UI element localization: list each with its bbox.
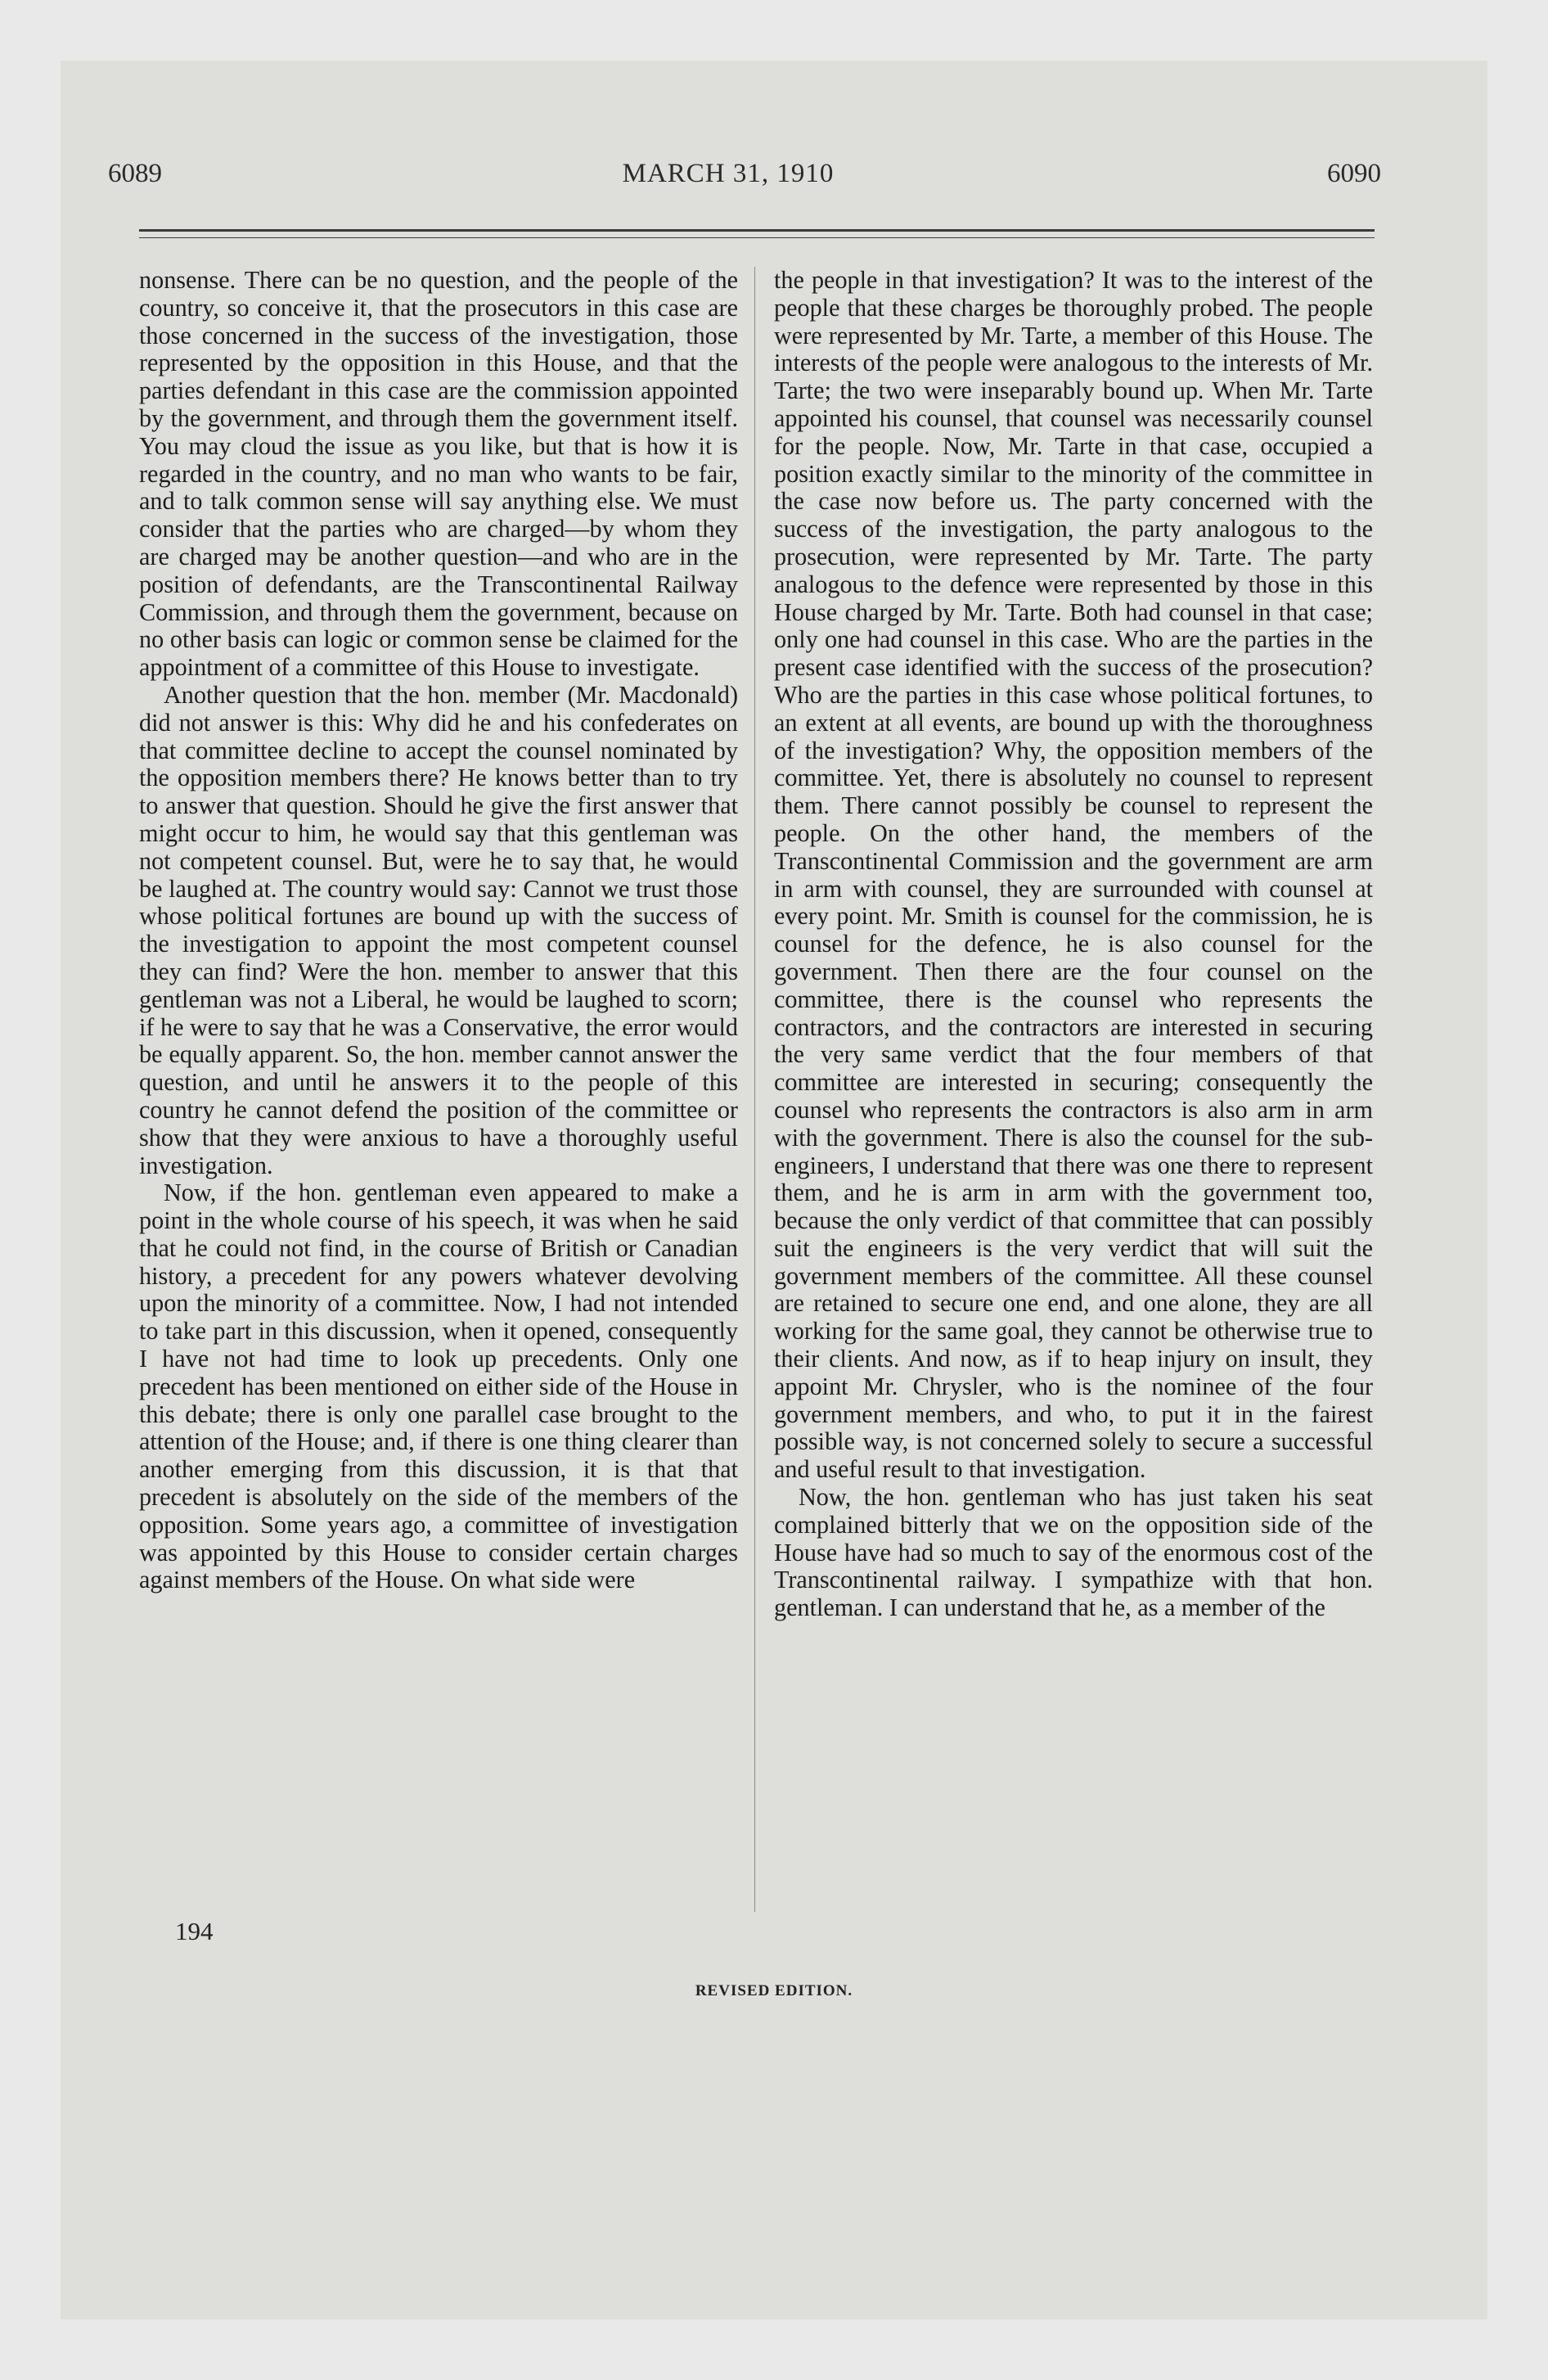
footer-edition: REVISED EDITION. — [695, 1982, 853, 1999]
header-date: MARCH 31, 1910 — [622, 159, 835, 188]
left-paragraph-1: nonsense. There can be no question, and the people of the country, so conceive it, that the prosecutors in this case are those concerned in the success of the investigation, those represented by the opposition in this House, and that the parties defendant in this case are the commission appointed by the government, and through them the government itself. You may cloud the issue as you like, but that is how it is regarded in the country, and no man who wants to be fair, and to talk common sense will say anything else. We must consider that the parties who are charged—by whom they are charged may be another question—and who are in the position of defendants, are the Transcontinental Railway Commission, and through them the government, because on no other basis can logic or common sense be claimed for the appointment of a committee of this House to investigate. — [139, 267, 738, 682]
signature-mark: 194 — [175, 1917, 214, 1945]
page-header — [75, 106, 1381, 188]
right-page-number: 6090 — [1327, 159, 1381, 188]
right-paragraph-1: the people in that investigation? It was to the interest of the people that these charges be thoroughly probed. The people were represented by Mr. Tarte, a member of this House. The interests of the people were analogous to the interests of Mr. Tarte; the two were inseparably bound up. When Mr. Tarte appointed his counsel, that counsel was necessarily counsel for the people. Now, Mr. Tarte in that case, occupied a position exactly similar to the minority of the committee in the case now before us. The party concerned with the success of the investigation, the party analogous to the prosecution, were represented by Mr. Tarte. The party analogous to the defence were represented by those in this House charged by Mr. Tarte. Both had counsel in that case; only one had counsel in this case. Who are the parties in the present case identified with the success of the prosecution? Who are the parties in this case whose political fortunes, to an extent at all events, are bound up with the thoroughness of the investigation? Why, the opposition members of the committee. Yet, there is absolutely no counsel to represent them. There cannot possibly be counsel to represent the people. On the other hand, the members of the Transcontinental Commission and the government are arm in arm with counsel, they are surrounded with counsel at every point. Mr. Smith is counsel for the commission, he is counsel for the defence, he is also counsel for the government. Then there are the four counsel on the committee, there is the counsel who represents the contractors, and the contractors are interested in securing the very same verdict that the four members of that committee are interested in securing; consequently the counsel who represents the contractors is also arm in arm with the government. There is also the counsel for the sub-engineers, I understand that there was one there to represent them, and he is arm in arm with the government too, because the only verdict of that committee that can possibly suit the engineers is the very verdict that will suit the government members of the committee. All these counsel are retained to secure one end, and one alone, they are all working for the same goal, they cannot be otherwise true to their clients. And now, as if to heap injury on insult, they appoint Mr. Chrysler, who is the nominee of the four government members, and who, to put it in the fairest possible way, is not concerned solely to secure a successful and useful result to that investigation. — [774, 267, 1373, 1484]
left-page-number: 6089 — [108, 159, 162, 188]
right-column — [774, 267, 1373, 1912]
right-paragraph-2: Now, the hon. gentleman who has just taken his seat complained bitterly that we on the opposition side of the House have had so much to say of the enormous cost of the Transcontinental railway. I sympathize with that hon. gentleman. I can understand that he, as a member of the — [774, 1483, 1373, 1622]
header-rule-thin — [139, 237, 1375, 238]
column-divider — [754, 267, 755, 1912]
header-rule-thick — [139, 229, 1375, 232]
left-paragraph-3: Now, if the hon. gentleman even appeared to make a point in the whole course of his speech, it was when he said that he could not find, in the course of British or Canadian history, a precedent for any powers whatever devolving upon the minority of a committee. Now, I had not intended to take part in this discussion, when it opened, consequently I have not had time to look up precedents. Only one precedent has been mentioned on either side of the House in this debate; there is only one parallel case brought to the attention of the House; and, if there is one thing clearer than another emerging from this discussion, it is that that precedent is absolutely on the side of the members of the opposition. Some years ago, a committee of investigation was appointed by this House to consider certain charges against members of the House. On what side were — [139, 1179, 738, 1594]
left-paragraph-2: Another question that the hon. member (Mr. Macdonald) did not answer is this: Why did he and his confederates on that committee decline to accept the counsel nominated by the opposition members there? He knows better than to try to answer that question. Should he give the first answer that might occur to him, he would say that this gentleman was not competent counsel. But, were he to say that, he would be laughed at. The country would say: Cannot we trust those whose political fortunes are bound up with the success of the investigation to appoint the most competent counsel they can find? Were the hon. member to answer that this gentleman was not a Liberal, he would be laughed to scorn; if he were to say that he was a Conservative, the error would be equally apparent. So, the hon. member cannot answer the question, and until he answers it to the people of this country he cannot defend the position of the committee or show that they were anxious to have a thoroughly useful investigation. — [139, 680, 738, 1179]
left-column — [139, 267, 738, 1912]
